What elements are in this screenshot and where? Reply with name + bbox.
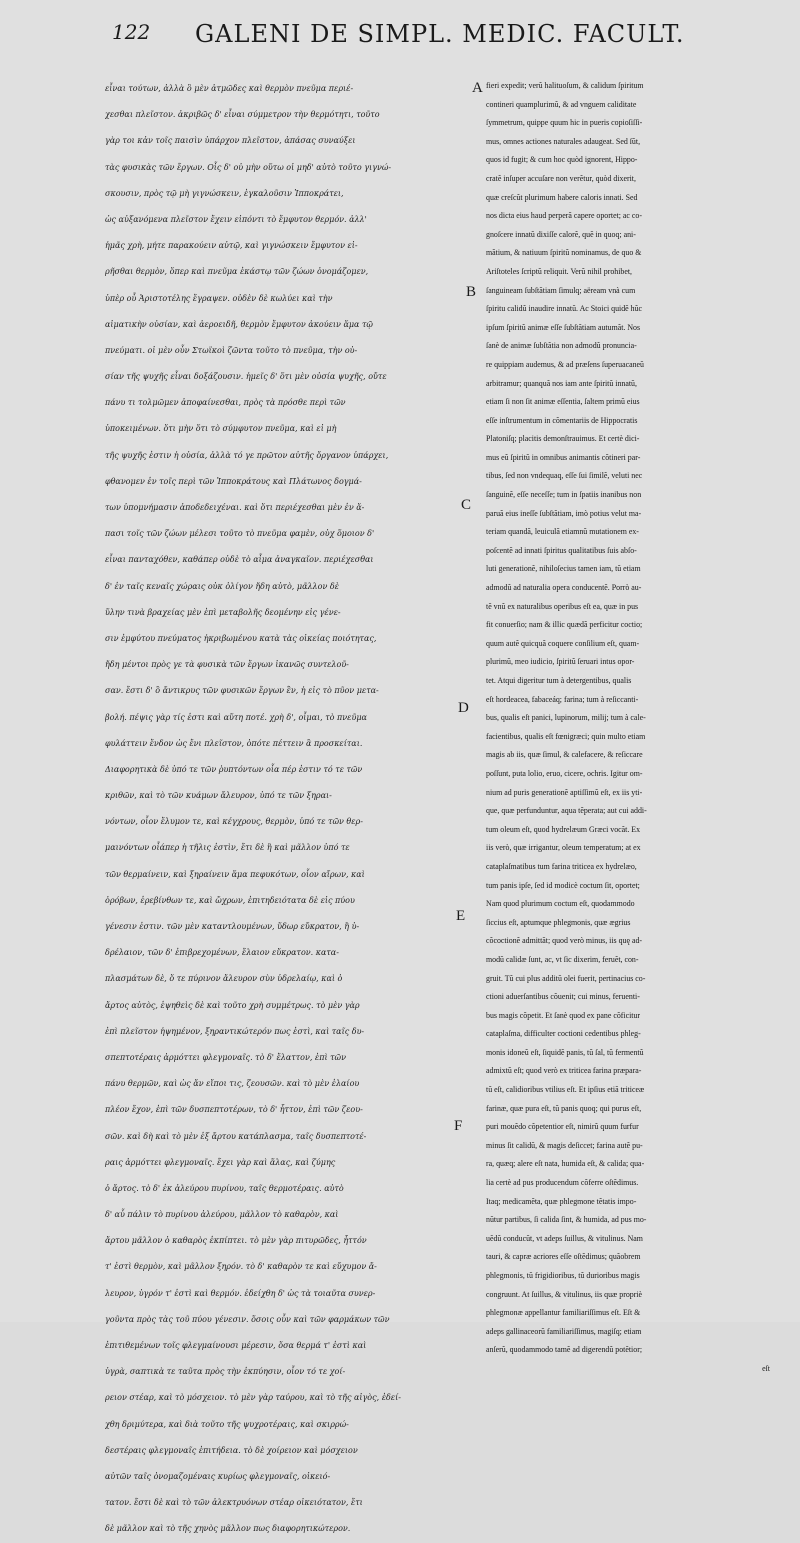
latin-text-line: poſſunt, puta lolio, eruo, cicere, ochris. Igitur om-	[486, 768, 643, 778]
greek-text-line: πάνυ θερμῶν, καὶ ὡς ἄν εἴποι τις, ζεουσῶν. καὶ τὸ μὲν ἐλαίου	[105, 1079, 360, 1089]
greek-text-line: ὑποκειμένων. ὅτι μὴν ὅτι τὸ σύμφυτον πνεῦμα, καὶ εἰ μὴ	[105, 424, 337, 434]
latin-text-line: Itaq; medicamẽta, quæ phlegmone tẽtatis impo-	[486, 1196, 637, 1206]
greek-text-line: σκουσιν, πρὸς τῷ μὴ γιγνώσκειν, ἐγκαλοῦσιν Ἱπποκράτει,	[105, 188, 344, 198]
latin-text-line: poſcentẽ ad innati ſpiritus qualitatibus ſuis abſo-	[486, 545, 637, 555]
latin-text-line: ſanguinẽ, eſſe neceſſe; tum in ſpatiis inanibus non	[486, 490, 642, 500]
latin-text-line: nũtur partibus, ſi calida ſint, & humida, ad pus mo-	[486, 1215, 647, 1225]
greek-text-line: λευρον, ὑγρόν τ' ἐστὶ καὶ θερμόν. ἐδείχθη δ' ὡς τὰ τοιαῦτα συνερ-	[105, 1288, 376, 1298]
margin-marker-c: C	[461, 497, 472, 513]
greek-text-line: ἐπὶ πλεῖστον ἡψημένον, ξηραντικώτερόν πως ἐστὶ, καὶ ταῖς δυ-	[105, 1026, 365, 1036]
latin-text-line: re quippiam audemus, & ad præſens ſuperuacaneũ	[486, 359, 644, 369]
greek-text-line: ἄρτος αὐτὸς, ἑψηθεὶς δὲ καὶ τοῦτο χρὴ συμμέτρως. τὸ μὲν γὰρ	[105, 1000, 360, 1010]
latin-text-line: anſerũ, quodammodo tamẽ ad digerendũ potẽtior;	[486, 1345, 643, 1355]
margin-marker-f: F	[454, 1118, 463, 1134]
latin-text-line: ipſum ſpiritũ animæ eſſe ſubſtãtiam autumãt. Nos	[486, 322, 641, 332]
folio-number: 122	[112, 20, 151, 44]
greek-text-column	[105, 76, 465, 1543]
greek-text-line: πνεύματι. οἱ μὲν οὖν Στωϊκοὶ ζῶντα τοῦτο τὸ πνεῦμα, τὴν οὐ-	[105, 345, 358, 355]
latin-text-line: phlegmonæ appellantur familiariſſimus eſt. Eſt &	[486, 1308, 641, 1318]
latin-text-line: teriam quandã, leuiculã etiamnũ mutationem ex-	[486, 527, 639, 537]
latin-text-line: cratẽ inſuper accuſare non verẽtur, quòd dixerit,	[486, 173, 636, 183]
greek-text-line: τῶν θερμαίνειν, καὶ ξηραίνειν ἅμα πεφυκότων, οἷον αἴρων, καὶ	[105, 869, 365, 879]
greek-text-line: δ' αὖ πάλιν τὸ πυρίνου ἀλεύρου, μᾶλλον τὸ καθαρὸν, καὶ	[105, 1210, 339, 1220]
latin-text-line: tẽ vnũ ex naturalibus operibus eſt ea, quæ in pus	[486, 601, 639, 611]
greek-text-line: μαινόντων οἷάπερ ἡ τῆλις ἐστὶν, ἔτι δὲ ἢ καὶ μᾶλλον ὑπό τε	[105, 843, 350, 853]
latin-text-line: tũ eſt, calidioribus vtilius eſt. Et ipſius etiã triticeæ	[486, 1085, 645, 1095]
latin-text-line: facientibus, qualis eſt fœnigræci; quin multo etiam	[486, 731, 646, 741]
greek-text-line: βολή. πέψις γὰρ τίς ἐστι καὶ αὕτη ποτέ. χρὴ δ', οἶμαι, τὸ πνεῦμα	[105, 712, 367, 722]
greek-text-line: τὰς φυσικὰς τῶν ἔργων. Οἷς δ' οὐ μὴν οὕτω οἱ μηδ' αὐτὸ τοῦτο γιγνώ-	[105, 162, 392, 172]
latin-text-line: quos id fugit; & cum hoc quòd ignorent, Hippo-	[486, 155, 638, 165]
latin-text-line: magis ab iis, quæ ſimul, & calefacere, & reſiccare	[486, 750, 643, 760]
greek-text-line: ἐπιτιθεμένων τοῖς φλεγμαίνουσι μέρεσιν, ὅσα θερμά τ' ἐστὶ καὶ	[105, 1341, 367, 1350]
greek-text-line: ἡμᾶς χρὴ, μήτε παρακούειν αὐτῷ, καὶ γιγνώσκειν ἔμφυτον εἰ-	[105, 241, 358, 251]
latin-text-line: quæ creſcũt plurimum habere caloris innati. Sed	[486, 192, 638, 202]
latin-text-line: puri mouẽdo cõpetentior eſt, nimirũ quum furfur	[486, 1122, 639, 1132]
latin-text-line: tibus, ſed non vndequaq, eſſe ſui ſimilẽ, veluti nec	[486, 471, 643, 481]
margin-marker-a: A	[472, 80, 483, 96]
greek-text-line: ὀρόβων, ἐρεβίνθων τε, καὶ ὤχρων, ἐπιτηδειότατα δὲ εἰς πύου	[105, 895, 355, 905]
latin-text-line: gnoſcere innatũ dixiſſe calorẽ, quẽ in quoq; ani-	[486, 229, 636, 239]
latin-text-line: bus, qualis eſt panici, lupinorum, milij; tum à cale-	[486, 713, 646, 723]
greek-text-line: σπεπτοτέραις ἁρμόττει φλεγμοναῖς. τὸ δ' ἔλαττον, ἐπὶ τῶν	[105, 1052, 346, 1062]
greek-text-line: ὑγρὰ, σαπτικὰ τε ταῦτα πρὸς τὴν ἐκπύησιν, οἷον τό τε χοί-	[105, 1367, 346, 1377]
latin-text-line: Platoniſq; placitis demonſtrauimus. Et certè dici-	[486, 434, 640, 444]
latin-text-line: modũ calidæ ſunt, ac, vt ſic dixerim, feruẽt, con-	[486, 954, 639, 964]
greek-text-line: φθανομεν ἐν τοῖς περὶ τῶν Ἱπποκράτους καὶ Πλάτωνος δογμά-	[105, 476, 362, 486]
latin-text-line: cataplaſma, difficulter coctioni cedentibus phleg-	[486, 1029, 641, 1039]
latin-text-line: plurimũ, meo iudicio, ſpiritũ ſeruari intus opor-	[486, 657, 635, 667]
running-title: GALENI DE SIMPL. MEDIC. FACULT.	[195, 20, 685, 48]
greek-text-line: τατον. ἔστι δὲ καὶ τὸ τῶν ἀλεκτρυόνων στέαρ οἰκειότατον, ἔτι	[105, 1498, 363, 1508]
latin-text-line: etiam ſi non ſit animæ eſſentia, ſaltem primũ eius	[486, 397, 640, 407]
latin-text-line: fieri expedit; verũ halituoſum, & calidum ſpiritum	[486, 81, 644, 90]
latin-text-line: que, quæ perfunduntur, aqua tẽperata; aut cui addi-	[486, 806, 647, 816]
greek-text-line: ὕλην τινὰ βραχείας μὲν ἐπὶ μεταβολῆς δεομένην εἰς γένε-	[105, 607, 341, 617]
latin-text-line: gruit. Tũ cui plus additũ olei fuerit, pertinacius co-	[486, 973, 646, 983]
latin-text-line: Ariſtoteles ſcriptũ reliquit. Verũ nihil prohibet,	[486, 266, 633, 276]
latin-text-line: mãtium, & natiuum ſpiritũ nominamus, de quo &	[486, 248, 642, 258]
greek-text-line: εἶναι τούτων, ἀλλὰ ὃ μὲν ἀτμῶδες καὶ θερμὸν πνεῦμα περιέ-	[105, 84, 354, 93]
greek-text-line: δεστέραις φλεγμοναῖς ἐπιτήδεια. τὸ δὲ χοίρειον καὶ μόσχειον	[105, 1445, 358, 1455]
latin-text-line: nium ad puris generationẽ aptiſſimũ eſt, ex iis yti-	[486, 787, 643, 797]
greek-text-line: χεσθαι πλεῖστον. ἀκριβῶς δ' εἶναι σύμμετρον τὴν θερμότητι, τοῦτο	[105, 110, 380, 120]
margin-marker-b: B	[466, 284, 477, 300]
latin-text-line: eſſe inſtrumentum in cõmentariis de Hippocratis	[486, 415, 638, 425]
latin-text-line: farinæ, quæ pura eſt, tũ panis quoq; qui purus eſt,	[486, 1103, 642, 1113]
latin-text-line: lia certè ad pus producendum cõferre oſtẽdimus.	[486, 1178, 639, 1188]
greek-text-line: τ' ἐστὶ θερμὸν, καὶ μᾶλλον ξηρόν. τὸ δ' καθαρὸν τε καὶ εὔχυμον ἄ-	[105, 1262, 377, 1272]
greek-text-line: ρειον στέαρ, καὶ τὸ μόσχειον. τὸ μὲν γὰρ ταύρου, καὶ τὸ τῆς αἰγὸς, ἐδεί-	[105, 1393, 401, 1403]
greek-text-line: ἤδη μέντοι πρὸς γε τὰ φυσικὰ τῶν ἔργων ἱκανῶς συντελοῦ-	[105, 660, 349, 670]
latin-text-line: ctioni aduerſantibus cõuenit; cui minus, feruenti-	[486, 992, 640, 1002]
greek-text-line: νόντων, οἷον ἔλυμον τε, καὶ κέγχρους, θερμὸν, ὑπό τε τῶν θερ-	[105, 817, 363, 827]
latin-text-line: congruunt. At ſuillus, & vitulinus, iis quæ propriè	[486, 1289, 643, 1299]
latin-text-line: arbitramur; quanquã nos iam ante ſpiritũ innatũ,	[486, 378, 637, 388]
latin-text-line: mus, omnes actiones naturales adaugeat. Sed ſũt,	[486, 136, 641, 146]
greek-text-line: ραις ἁρμόττει φλεγμοναῖς. ἔχει γὰρ καὶ ἅλας, καὶ ζύμης	[105, 1157, 336, 1167]
greek-text-line: δρέλαιον, τῶν δ' ἐπιβρεχομένων, ἔλαιον εὔκρατον. κατα-	[105, 948, 339, 958]
greek-text-line: αἱματικὴν οὐσίαν, καὶ ἀεροειδῆ, θερμὸν ἔμφυτον ἀκούειν ἅμα τῷ	[105, 319, 373, 329]
latin-text-line: ſymmetrum, quippe quum hic in pueris copioſiſſi-	[486, 118, 643, 128]
greek-text-line: δ' ἐν ταῖς κεναῖς χώραις οὐκ ὀλίγον ἤδη αὐτὸ, μᾶλλον δὲ	[105, 581, 339, 591]
greek-text-line: ὁ ἄρτος. τὸ δ' ἐκ ἀλεύρου πυρίνου, ταῖς θερμοτέραις. αὐτὸ	[105, 1183, 344, 1193]
latin-text-line: tet. Atqui digeritur tum à detergentibus, qualis	[486, 676, 632, 685]
greek-text-line: πλασμάτων δὲ, ὅ τε πύρινον ἄλευρον σὺν ὑδρελαίῳ, καὶ ὁ	[105, 974, 343, 984]
greek-text-line: γὰρ τοι κἀν τοῖς παισὶν ὑπάρχον πλεῖστον, ἁπάσας συναύξει	[105, 136, 356, 146]
greek-text-line: χθη δριμύτερα, καὶ διὰ τοῦτο τῆς ψυχροτέραις, καὶ σκιρρώ-	[105, 1419, 349, 1429]
greek-text-line: γοῦντα πρὸς τὰς τοῦ πύου γένεσιν. ὅσοις οὖν καὶ τῶν φαρμάκων τῶν	[105, 1314, 390, 1324]
latin-text-line: eſt hordeacea, fabaceáq; farina; tum à reſiccanti-	[486, 694, 639, 704]
greek-text-line: πλέον ἔχον, ἐπὶ τῶν δυσπεπτοτέρων, τὸ δ' ἧττον, ἐπὶ τῶν ζεου-	[105, 1105, 363, 1115]
latin-text-line: minus ſit calidũ, & magis deſiccet; farina autẽ pu-	[486, 1140, 643, 1150]
greek-text-line: φυλάττειν ἔνδον ὡς ἔνι πλεῖστον, ὁπότε πέττειν ἃ προσκείται.	[105, 738, 363, 748]
latin-text-line: cõcoctionẽ admittãt; quod verò minus, iis quę ad-	[486, 936, 643, 946]
latin-text-line: fit conuerſio; nam & illic quædã perficitur coctio;	[486, 620, 643, 630]
greek-text-line: σιν ἐμφύτου πνεύματος ἠκριβωμένου κατὰ τὰς οἰκείας ποιότητας,	[105, 633, 377, 643]
latin-text-line: cataplaſmatibus tum farina triticea ex hydrelæo,	[486, 861, 637, 871]
greek-text-line: σίαν τῆς ψυχῆς εἶναι δοξάζουσιν. ἡμεῖς δ' ὅτι μὲν οὐσία ψυχῆς, οὔτε	[105, 372, 387, 382]
greek-text-line: ἄρτου μᾶλλον ὁ καθαρὸς ἐκπίπτει. τὸ μὲν γὰρ πιτυρῶδες, ἧττόν	[105, 1236, 367, 1246]
latin-text-line: luti generationẽ, nihiloſecius tamen iam, tũ etiam	[486, 564, 641, 574]
latin-text-line: phlegmonis, tũ frigidioribus, tũ durioribus magis	[486, 1271, 640, 1280]
greek-text-line: πάνυ τι τολμῶμεν ἀποφαίνεσθαι, πρὸς τὰ πρόσθε περὶ τῶν	[105, 398, 346, 408]
greek-text-line: κριθῶν, καὶ τὸ τῶν κυάμων ἄλευρον, ὑπό τε τῶν ξηραι-	[105, 791, 332, 801]
greek-text-line: γένεσιν ἐστιν. τῶν μὲν καταντλουμένων, ὕδωρ εὔκρατον, ἢ ὑ-	[105, 922, 360, 931]
latin-text-line: eſt	[762, 1363, 770, 1373]
latin-text-line: ſanè de animæ ſubſtãtia non admodũ pronuncia-	[486, 341, 637, 351]
greek-text-line: των ὑπομνήμασιν ἀποδεδειχέναι. καὶ ὅτι περιέχεσθαι μὲν ἐν ἅ-	[105, 503, 365, 512]
latin-text-line: ſpiritu calidũ inaudire innatũ. Ac Stoici quidẽ hũc	[486, 304, 643, 314]
latin-text-line: Nam quod plurimum coctum eſt, quodammodo	[486, 899, 635, 909]
latin-text-line: iis verò, quæ irrigantur, oleum temperatum; at ex	[486, 843, 641, 853]
greek-text-line: ὑπὲρ οὗ Ἀριστοτέλης ἔγραψεν. οὐδὲν δὲ κωλύει καὶ τὴν	[105, 293, 333, 303]
latin-text-line: tum oleum eſt, quod hydrelæum Græci vocãt. Ex	[486, 824, 641, 834]
greek-text-line: ὡς αὐξανόμενα πλεῖστον ἔχειν εἰπόντι τὸ ἔμφυτον θερμόν. ἀλλ'	[105, 214, 367, 224]
greek-text-line: σαν. ἔστι δ' ὃ ἄντικρυς τῶν φυσικῶν ἔργων ἓν, ἡ εἰς τὸ πῦον μετα-	[105, 686, 379, 696]
latin-text-line: paruã eius ineſſe ſubſtãtiam, imò potius velut ma-	[486, 508, 642, 518]
greek-text-line: πασι τοῖς τῶν ζώων μέλεσι τοῦτο τὸ πνεῦμα φαμὲν, οὐχ ὅμοιον δ'	[105, 529, 375, 539]
greek-text-line: τῆς ψυχῆς ἐστιν ἡ οὐσία, ἀλλὰ τό γε πρῶτον αὐτῆς ὄργανον ὑπάρχει,	[105, 450, 389, 460]
latin-text-column	[486, 77, 792, 1379]
greek-text-line: δὲ μᾶλλον καὶ τὸ τῆς χηνὸς μᾶλλον πως διαφορητικώτερον.	[105, 1524, 351, 1534]
latin-text-line: bus magis cõpetit. Et ſanè quod ex pane cõficitur	[486, 1010, 641, 1020]
latin-text-line: uẽdũ conducũt, vt adeps ſuillus, & vitulinus. Nam	[486, 1233, 643, 1243]
latin-text-line: admixtũ eſt; quod verò ex triticea farina præpara-	[486, 1066, 642, 1076]
greek-text-line: ρῆσθαι θερμὸν, ὅπερ καὶ πνεῦμα ἐκάστῳ τῶν ζώων ὀνομάζομεν,	[105, 267, 369, 277]
page-header	[0, 14, 800, 54]
greek-text-line: εἶναι πανταχόθεν, καθάπερ οὐδὲ τὸ αἷμα ἀναγκαῖον. περιέχεσθαι	[105, 555, 374, 565]
latin-text-line: nos dicta eius haud perperã capere oportet; ac co-	[486, 211, 642, 221]
latin-text-line: ſiccius eſt, aptumque phlegmonis, quæ ægrius	[486, 917, 631, 927]
greek-text-line: σῶν. καὶ δὴ καὶ τὸ μὲν ἐξ ἄρτου κατάπλασμα, ταῖς δυσπεπτοτέ-	[105, 1131, 367, 1141]
latin-text-line: ra, quæq; alere eſt nata, humida eſt, & calida; qua-	[486, 1159, 645, 1169]
greek-text-line: αὐτῶν ταῖς ὀνομαζομέναις κυρίως φλεγμοναῖς, οἰκειό-	[105, 1471, 331, 1481]
latin-text-line: mus eũ ſpiritũ in omnibus animantis cõtineri par-	[486, 452, 641, 462]
latin-text-line: monis idoneũ eſt, ſiquidẽ panis, tũ ſal, tũ fermentũ	[486, 1047, 644, 1057]
latin-text-line: contineri quamplurimũ, & ad vnguem caliditate	[486, 99, 637, 109]
latin-text-line: quum autẽ quicquã coquere conſilium eſt, quam-	[486, 638, 640, 648]
latin-text-line: admodũ ad naturalia opera conducentẽ. Porrò au-	[486, 583, 642, 593]
margin-marker-d: D	[458, 700, 469, 716]
margin-marker-e: E	[456, 908, 466, 924]
greek-text-line: Διαφορητικὰ δὲ ὑπό τε τῶν ῥυπτόντων οἷα πέρ ἐστιν τό τε τῶν	[105, 764, 363, 774]
latin-text-line: tauri, & capræ acriores eſſe oſtẽdimus; quãobrem	[486, 1252, 641, 1262]
latin-text-line: adeps gallinaceorũ familiariſſimus, magiſq; etiam	[486, 1326, 642, 1336]
latin-text-line: tum panis ipſe, ſed id modicè coctum ſit, oportet;	[486, 880, 640, 890]
latin-text-line: ſanguineam ſubſtãtiam ſimulq; aëream vnà cum	[486, 285, 636, 295]
